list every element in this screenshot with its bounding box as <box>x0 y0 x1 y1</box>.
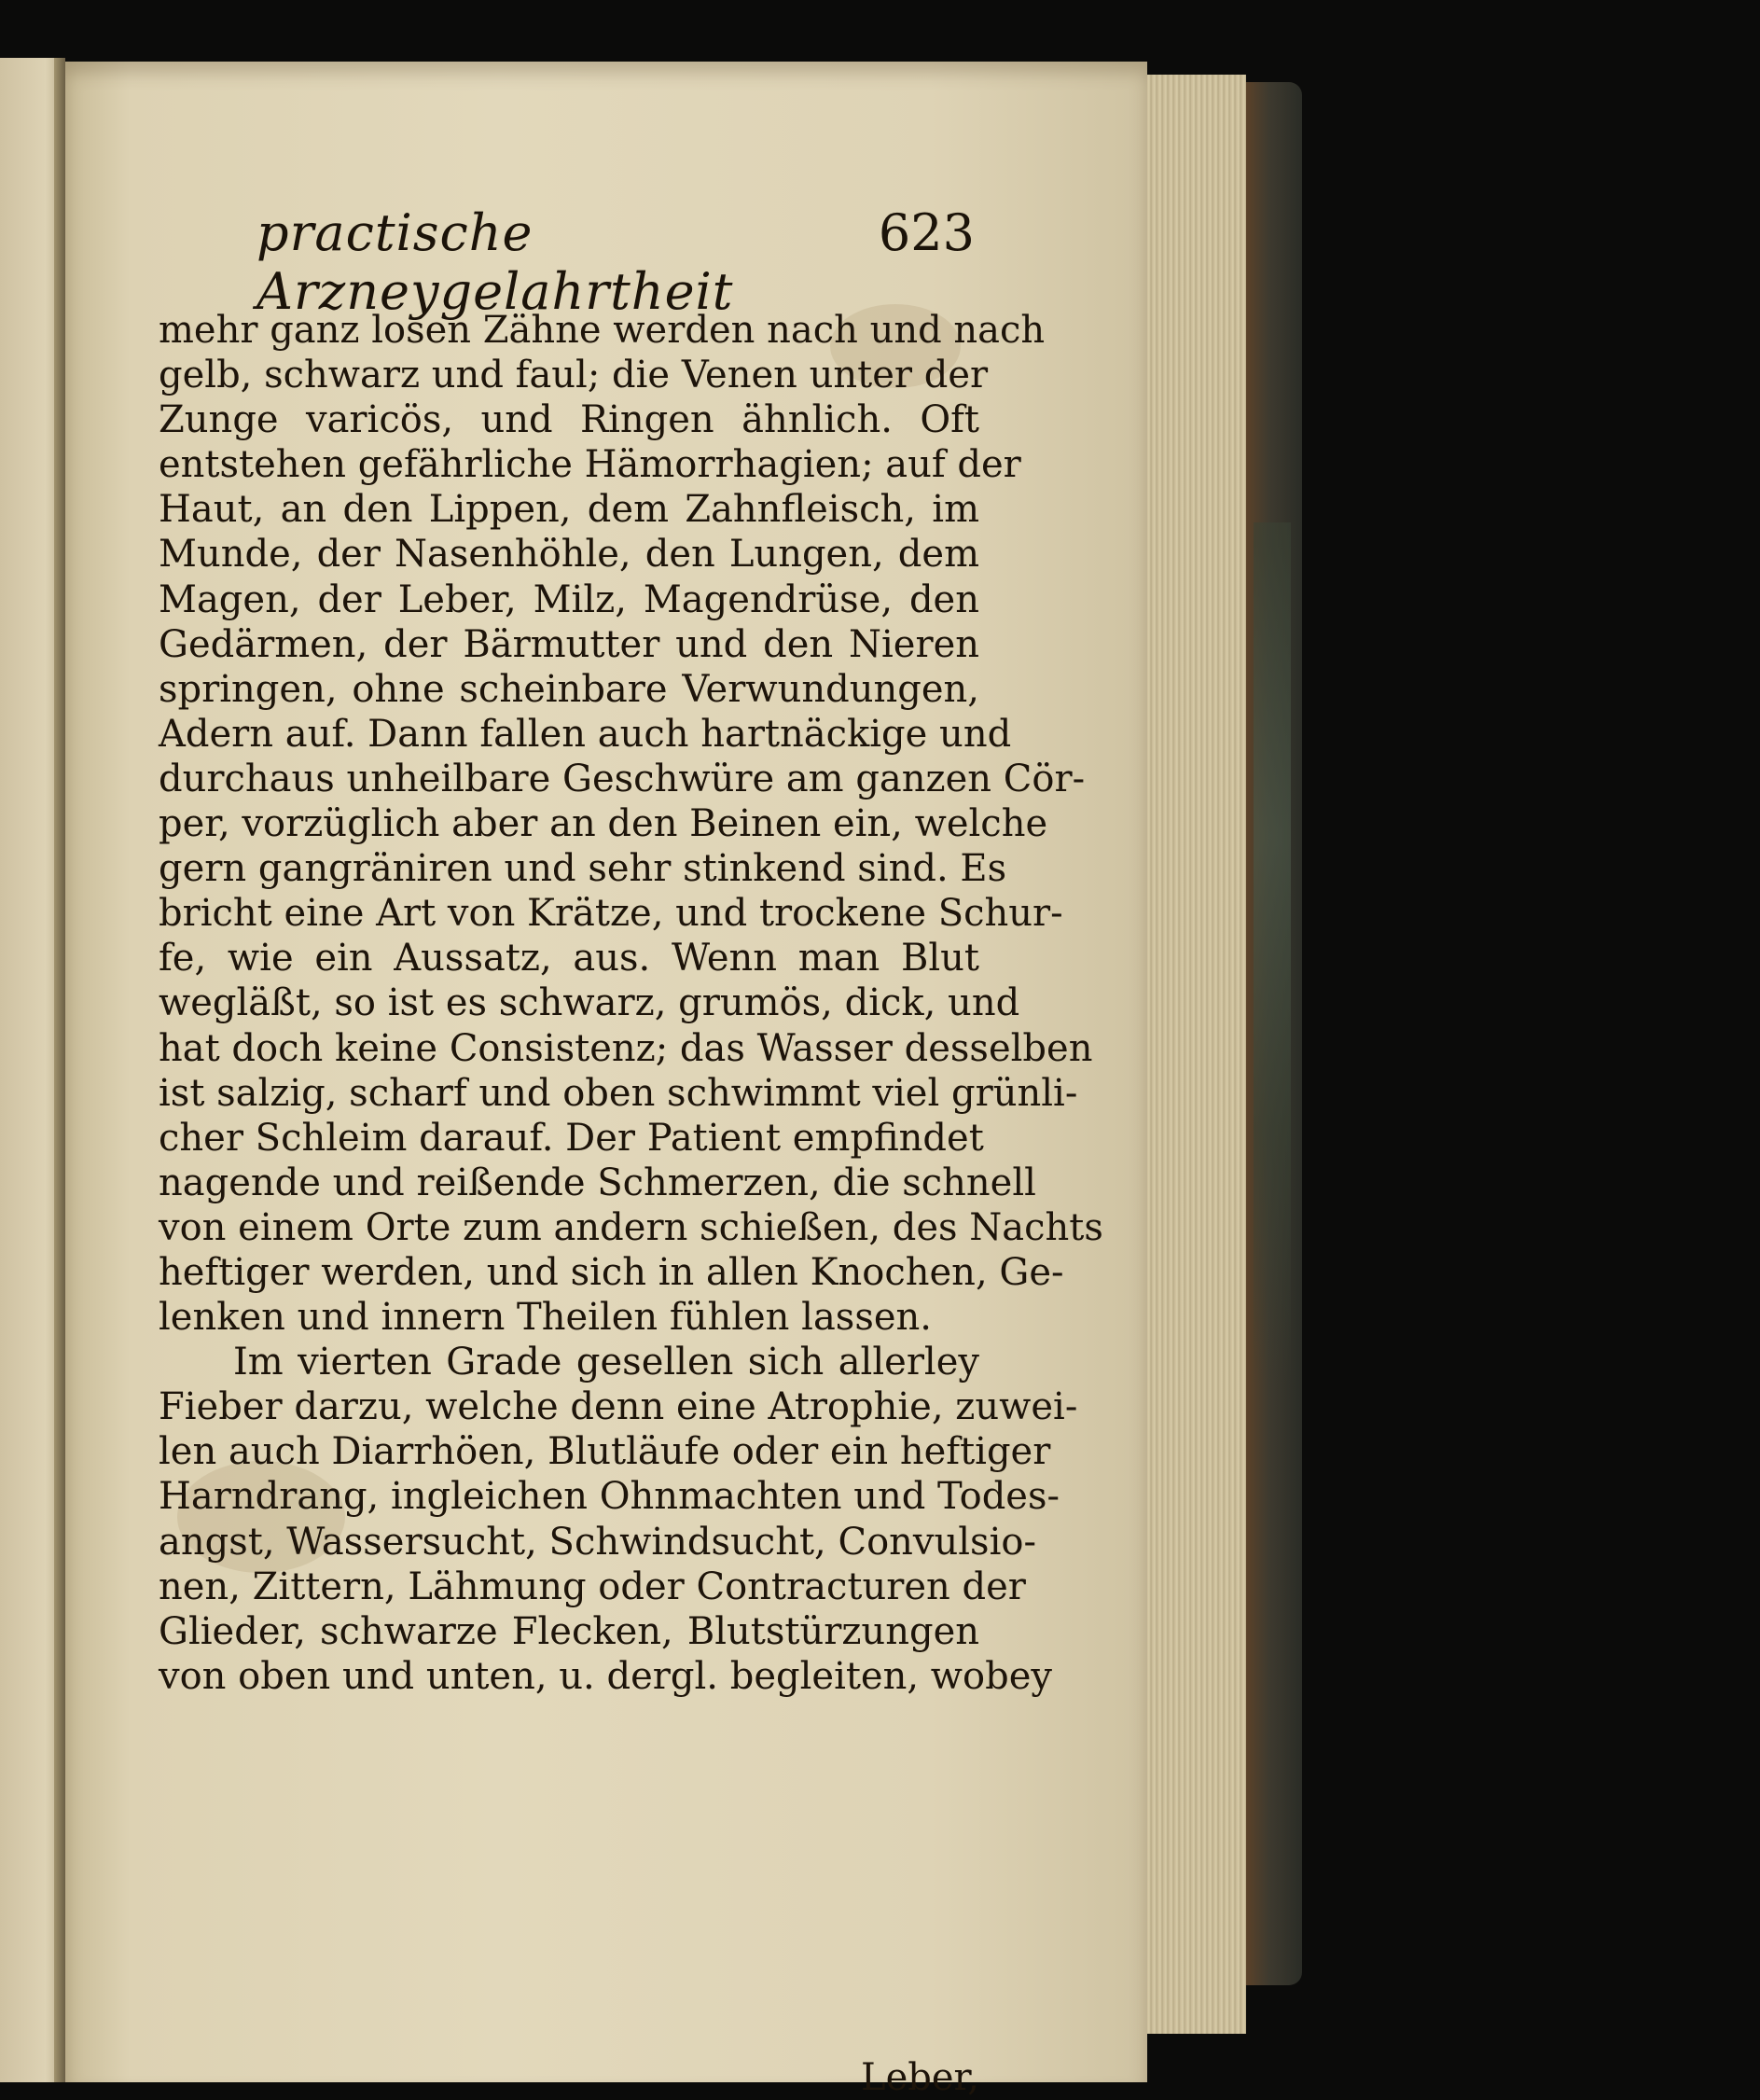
text-line: mehr ganz losen Zähne werden nach und nach <box>159 309 1046 352</box>
text-line: entstehen gefährliche Hämorrhagien; auf der <box>159 443 1021 487</box>
text-line: gelb, schwarz und faul; die Venen unter der <box>159 354 989 397</box>
body-text <box>159 308 1103 2099</box>
text-line: springen, ohne scheinbare Verwundungen, <box>159 667 979 711</box>
text-line: lenken und innern Theilen fühlen lassen. <box>159 1296 933 1340</box>
text-line: wegläßt, so ist es schwarz, grumös, dick, und <box>159 981 1020 1025</box>
text-line: len auch Diarrhöen, Blutläufe oder ein heftiger <box>159 1430 1051 1474</box>
text-line: Munde, der Nasenhöhle, den Lungen, dem <box>159 533 979 577</box>
text-line: Glieder, schwarze Flecken, Blutstürzungen <box>159 1609 979 1653</box>
cover-wear <box>1254 522 1291 1567</box>
text-line: per, vorzüglich aber an den Beinen ein, welche <box>159 802 1048 846</box>
page-header <box>247 203 975 321</box>
running-title: practische Arzneygelahrtheit <box>256 203 734 321</box>
catchword: Leber, <box>861 2056 979 2099</box>
text-line: von einem Orte zum andern schießen, des Nachts <box>159 1205 1103 1249</box>
text-line: angst, Wassersucht, Schwindsucht, Convulsio- <box>159 1520 1036 1564</box>
text-line: heftiger werden, und sich in allen Knochen, Ge- <box>159 1250 1064 1294</box>
text-line: Fieber darzu, welche denn eine Atrophie, zuwei- <box>159 1385 1078 1429</box>
text-line: nen, Zittern, Lähmung oder Contracturen der <box>159 1565 1026 1608</box>
text-line: Gedärmen, der Bärmutter und den Nieren <box>159 622 979 666</box>
text-line: hat doch keine Consistenz; das Wasser desselben <box>159 1026 1093 1070</box>
text-line: Im vierten Grade gesellen sich allerley <box>233 1341 979 1384</box>
text-line: Zunge varicös, und Ringen ähnlich. Oft <box>159 398 979 442</box>
text-line: gern gangräniren und sehr stinkend sind. Es <box>159 847 1007 891</box>
text-line: fe, wie ein Aussatz, aus. Wenn man Blut <box>159 937 979 980</box>
text-line: ist salzig, scharf und oben schwimmt viel grünli- <box>159 1071 1078 1115</box>
text-line: durchaus unheilbare Geschwüre am ganzen Cör- <box>159 757 1086 800</box>
text-line: nagende und reißende Schmerzen, die schnell <box>159 1161 1036 1204</box>
text-line: bricht eine Art von Krätze, und trockene Schur- <box>159 892 1063 936</box>
text-line: von oben und unten, u. dergl. begleiten, wobey <box>159 1654 1052 1698</box>
page-stack-edge <box>1147 75 1246 2034</box>
page-number: 623 <box>878 203 975 262</box>
text-line: Haut, an den Lippen, dem Zahnfleisch, im <box>159 488 979 532</box>
text-line: Adern auf. Dann fallen auch hartnäckige und <box>159 712 1012 756</box>
text-line: cher Schleim darauf. Der Patient empfindet <box>159 1116 984 1160</box>
text-line: Harndrang, ingleichen Ohnmachten und Todes- <box>159 1475 1060 1519</box>
binding-gutter <box>54 58 65 2082</box>
text-line: Magen, der Leber, Milz, Magendrüse, den <box>159 577 979 621</box>
